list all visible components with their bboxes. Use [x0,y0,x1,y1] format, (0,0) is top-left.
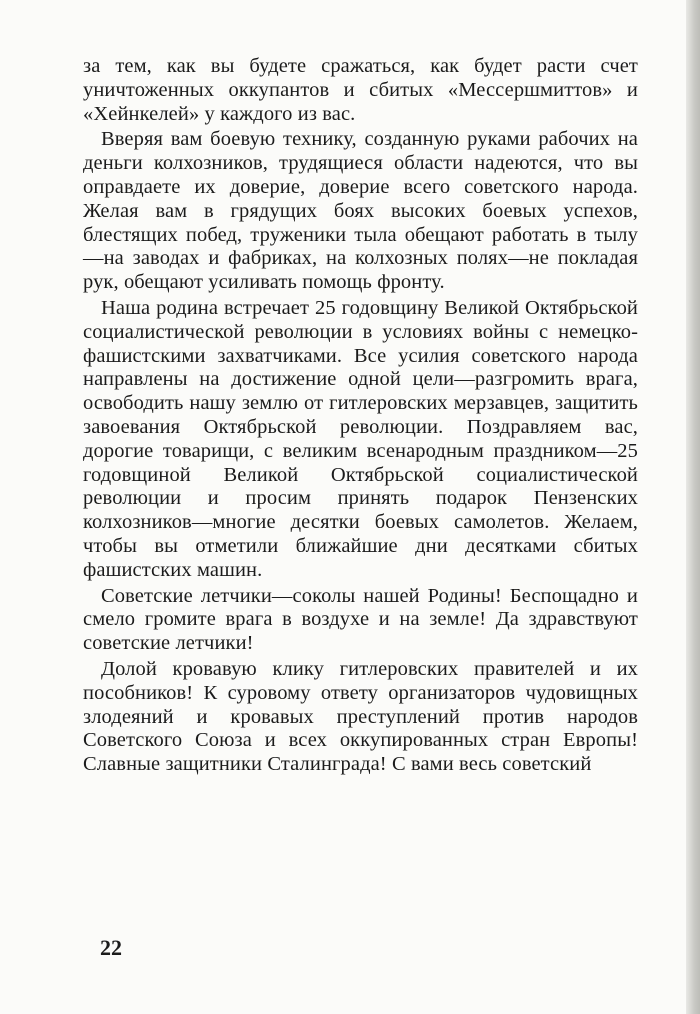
paragraph-slogans: Долой кровавую клику гитлеровских правителей и их пособников! К суровому ответу организаторов чудовищных злодеяний и кровавых преступлений против народов Советского Союза и всех оккупированных стран Европы! Славные защитники Сталинграда! С вами весь советский [83,657,638,776]
paragraph-pilots-appeal: Советские летчики—соколы нашей Родины! Беспощадно и смело громите врага в воздухе и на земле! Да здравствуют советские летчики! [83,584,638,655]
page-body [83,55,638,779]
paragraph-anniversary: Наша родина встречает 25 годовщину Великой Октябрьской социалистической революции в условиях войны с немецко-фашистскими захватчиками. Все усилия советского народа направлены на достижение одной цели—разгромить врага, освободить нашу землю от гитлеровских мерзавцев, защитить завоевания Октябрьской революции. Поздравляем вас, дорогие товарищи, с великим всенародным праздником—25 годовщиной Великой Октябрьской социалистической революции и просим принять подарок Пензенских колхозников—многие десятки боевых самолетов. Желаем, чтобы вы отметили ближайшие дни десятками сбитых фашистских машин. [83,296,638,581]
paragraph-combat-equipment: Вверяя вам боевую технику, созданную руками рабочих на деньги колхозников, трудящиеся области надеются, что вы оправдаете их доверие, доверие всего советского народа. Желая вам в грядущих боях высоких боевых успехов, блестящих побед, труженики тыла обещают работать в тылу—на заводах и фабриках, на колхозных полях—не покладая рук, обещают усиливать помощь фронту. [83,128,638,294]
paragraph-continuation: за тем, как вы будете сражаться, как будет расти счет уничтоженных оккупантов и сбитых «Мессершмиттов» и «Хейнкелей» у каждого из вас. [83,55,638,125]
page-edge-shadow [686,0,700,1014]
page-number: 22 [100,935,122,960]
